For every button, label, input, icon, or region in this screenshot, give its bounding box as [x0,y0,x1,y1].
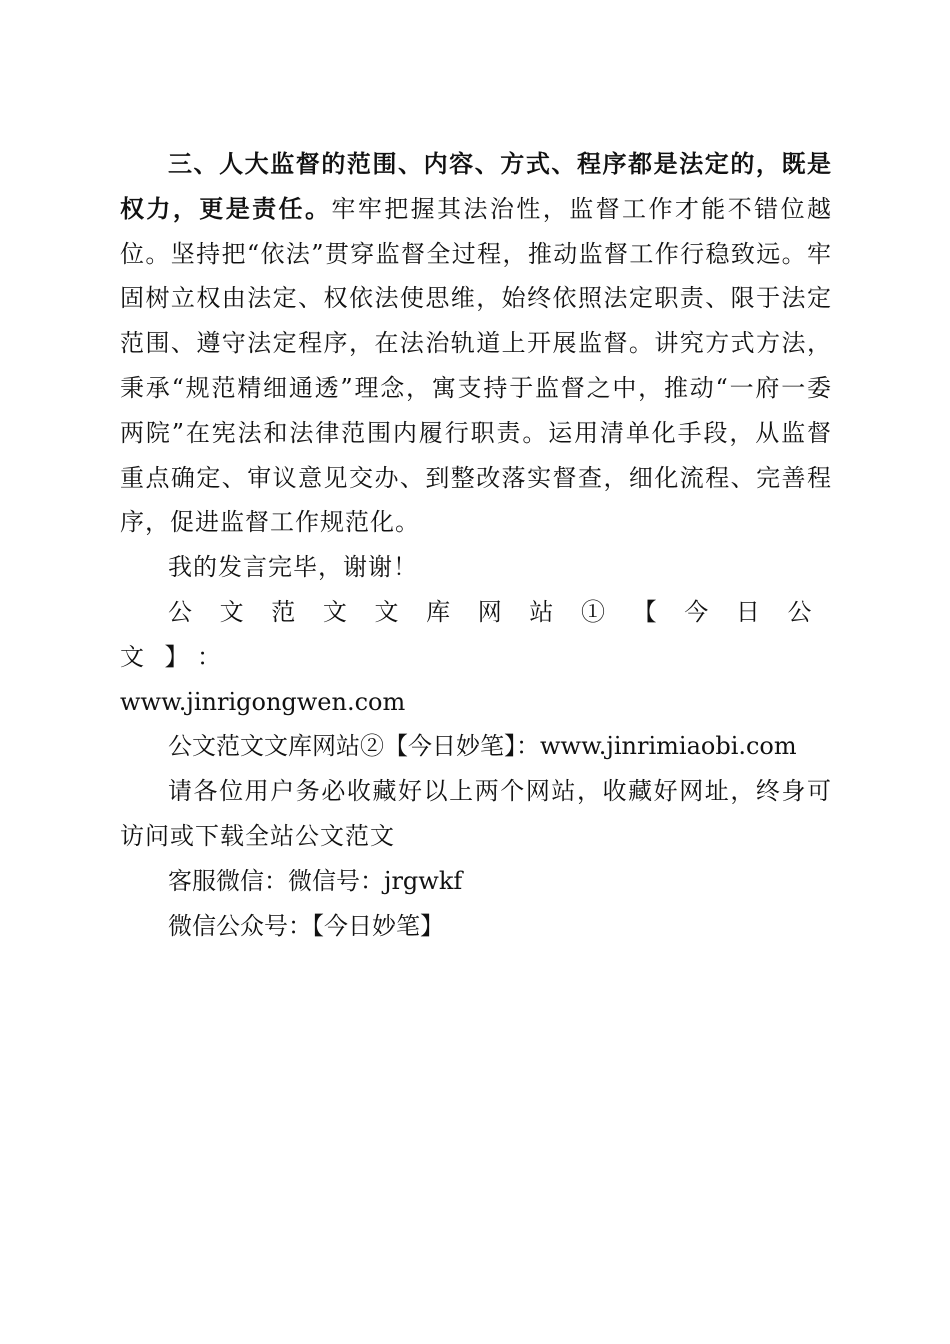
paragraph-bold-lead: 三、人大监督的范围、内容、方式、程序都是法定的，既是权力，更是责任。 [120,149,832,223]
site-2-label: 公文范文文库网站②【今日妙笔】： [168,732,540,761]
site-1-line [120,590,832,724]
site-2-url[interactable]: www.jinrimiaobi.com [540,732,797,761]
closing-remark: 我的发言完毕，谢谢！ [168,553,418,582]
public-account: 微信公众号：【今日妙笔】 [168,911,444,940]
service-wechat: 客服微信：微信号：jrgwkf [168,866,463,895]
site-1-label: 公文范文文库网站①【今日公文】： [120,597,832,671]
paragraph-body: 牢牢把握其法治性，监督工作才能不错位越位。坚持把“依法”贯穿监督全过程，推动监督工作行稳致远。牢固树立权由法定、权依法使思维，始终依照法定职责、限于法定范围、遵守法定程序，在法治轨道上开展监督。讲究方式方法，秉承“规范精细通透”理念，寓支持于监督之中，推动“一府一委两院”在宪法和法律范围内履行职责。运用清单化手段，从监督重点确定、审议意见交办、到整改落实督查，细化流程、完善程序，促进监督工作规范化。 [120,194,833,537]
paragraph-supervision-legality [120,142,832,545]
notice-paragraph: 请各位用户务必收藏好以上两个网站，收藏好网址，终身可访问或下载全站公文范文 [120,777,832,850]
site-2-line [120,724,832,769]
site-1-url[interactable]: www.jinrigongwen.com [120,687,406,716]
document-body [120,142,832,948]
